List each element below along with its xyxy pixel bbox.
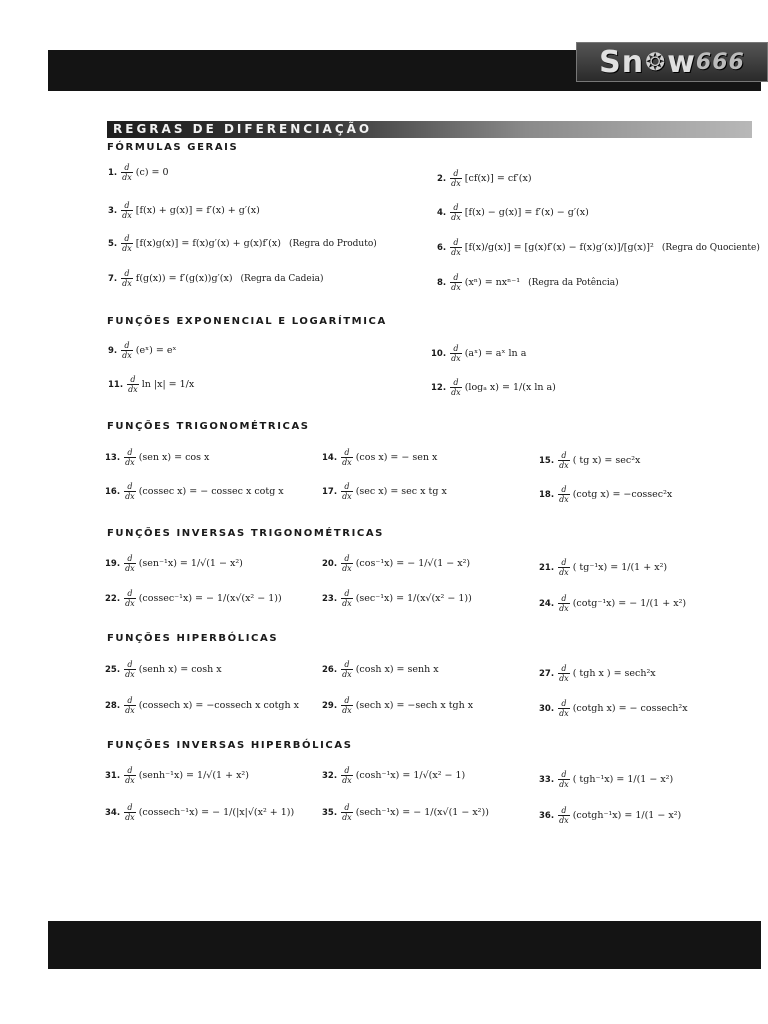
derivative-operator: $\frac{d}{dx}$: [122, 201, 132, 220]
formula-expression: (sen⁻¹x) = 1/√(1 − x²): [138, 558, 243, 569]
derivative-operator: $\frac{d}{dx}$: [451, 344, 461, 363]
derivative-operator: $\frac{d}{dx}$: [559, 770, 569, 789]
formula-number: 3.: [108, 205, 118, 216]
title-band: [107, 121, 752, 138]
formula-number: 22.: [105, 593, 121, 604]
formula-hip-4: [105, 696, 299, 715]
derivative-operator: $\frac{d}{dx}$: [451, 238, 461, 257]
derivative-operator: $\frac{d}{dx}$: [451, 273, 461, 292]
formula-expression: (sec x) = sec x tg x: [355, 486, 447, 497]
derivative-operator: $\frac{d}{dx}$: [559, 485, 569, 504]
formula-expression: (cotg⁻¹x) = − 1/(1 + x²): [572, 598, 687, 609]
derivative-operator: $\frac{d}{dx}$: [342, 589, 352, 608]
formula-expression: f(g(x)) = f′(g(x))g′(x): [135, 273, 233, 284]
formula-expression: (cotgh⁻¹x) = 1/(1 − x²): [572, 810, 682, 821]
derivative-operator: $\frac{d}{dx}$: [122, 234, 132, 253]
derivative-operator: $\frac{d}{dx}$: [125, 766, 135, 785]
formula-expression: (cotgh x) = − cossech²x: [572, 703, 688, 714]
derivative-operator: $\frac{d}{dx}$: [125, 448, 135, 467]
formula-note: (Regra da Potência): [528, 277, 619, 288]
formula-expression: (sen x) = cos x: [138, 452, 210, 463]
formula-gerais-6: [437, 238, 760, 257]
formula-hip-6: [539, 699, 688, 718]
derivative-operator: $\frac{d}{dx}$: [342, 554, 352, 573]
formula-gerais-5: [108, 234, 377, 253]
formula-expression: (sech⁻¹x) = − 1/(x√(1 − x²)): [355, 807, 489, 818]
formula-invtrig-3: [539, 558, 667, 577]
formula-gerais-2: [437, 169, 532, 188]
formula-number: 10.: [431, 348, 447, 359]
watermark-logo: Sn ❂ w 666: [576, 42, 768, 82]
formula-number: 5.: [108, 238, 118, 249]
formula-hip-3: [539, 664, 656, 683]
formula-number: 34.: [105, 807, 121, 818]
formula-trig-3: [539, 451, 640, 470]
formula-number: 36.: [539, 810, 555, 821]
formula-number: 25.: [105, 664, 121, 675]
section-title-trig: FUNÇÕES TRIGONOMÉTRICAS: [107, 421, 310, 432]
formula-number: 27.: [539, 668, 555, 679]
formula-expression: [f(x) − g(x)] = f′(x) − g′(x): [464, 207, 589, 218]
formula-expression: (cos x) = − sen x: [355, 452, 438, 463]
formula-number: 35.: [322, 807, 338, 818]
derivative-operator: $\frac{d}{dx}$: [559, 699, 569, 718]
formula-expression: (cosh⁻¹x) = 1/√(x² − 1): [355, 770, 466, 781]
formula-expression: (cossech x) = −cossech x cotgh x: [138, 700, 299, 711]
formula-expression: (c) = 0: [135, 167, 169, 178]
formula-expression: [f(x)g(x)] = f(x)g′(x) + g(x)f′(x): [135, 238, 281, 249]
formula-exp-4: [431, 378, 556, 397]
formula-expression: ln |x| = 1/x: [141, 379, 195, 390]
derivative-operator: $\frac{d}{dx}$: [122, 163, 132, 182]
derivative-operator: $\frac{d}{dx}$: [125, 696, 135, 715]
formula-number: 14.: [322, 452, 338, 463]
derivative-operator: $\frac{d}{dx}$: [125, 589, 135, 608]
formula-invhip-6: [539, 806, 681, 825]
derivative-operator: $\frac{d}{dx}$: [559, 451, 569, 470]
formula-trig-1: [105, 448, 209, 467]
formula-number: 7.: [108, 273, 118, 284]
formula-number: 13.: [105, 452, 121, 463]
formula-expression: (logₐ x) = 1/(x ln a): [464, 382, 556, 393]
formula-number: 17.: [322, 486, 338, 497]
formula-gerais-1: [108, 163, 169, 182]
formula-invtrig-6: [539, 594, 686, 613]
derivative-operator: $\frac{d}{dx}$: [342, 482, 352, 501]
formula-expression: ( tg x) = sec²x: [572, 455, 641, 466]
formula-expression: (cossech⁻¹x) = − 1/(|x|√(x² + 1)): [138, 807, 295, 818]
formula-number: 21.: [539, 562, 555, 573]
formula-expression: [f(x)/g(x)] = [g(x)f′(x) − f(x)g′(x)]/[g(x)]²: [464, 242, 654, 253]
formula-note: (Regra do Produto): [288, 238, 377, 249]
formula-trig-6: [539, 485, 672, 504]
derivative-operator: $\frac{d}{dx}$: [342, 448, 352, 467]
derivative-operator: $\frac{d}{dx}$: [451, 203, 461, 222]
bottom-black-bar: [48, 921, 761, 969]
formula-trig-5: [322, 482, 447, 501]
formula-expression: [f(x) + g(x)] = f′(x) + g′(x): [135, 205, 260, 216]
formula-note: (Regra da Cadeia): [240, 273, 324, 284]
formula-number: 8.: [437, 277, 447, 288]
derivative-operator: $\frac{d}{dx}$: [125, 660, 135, 679]
formula-hip-2: [322, 660, 439, 679]
section-title-invtrig: FUNÇÕES INVERSAS TRIGONOMÉTRICAS: [107, 528, 384, 539]
formula-expression: ( tg⁻¹x) = 1/(1 + x²): [572, 562, 668, 573]
formula-exp-2: [431, 344, 526, 363]
derivative-operator: $\frac{d}{dx}$: [342, 766, 352, 785]
formula-expression: (cossec⁻¹x) = − 1/(x√(x² − 1)): [138, 593, 282, 604]
formula-number: 31.: [105, 770, 121, 781]
formula-trig-4: [105, 482, 284, 501]
formula-gerais-7: [108, 269, 324, 288]
formula-expression: (xⁿ) = nxⁿ⁻¹: [464, 277, 521, 288]
formula-number: 33.: [539, 774, 555, 785]
formula-invhip-1: [105, 766, 249, 785]
formula-trig-2: [322, 448, 437, 467]
formula-expression: (senh x) = cosh x: [138, 664, 222, 675]
formula-gerais-8: [437, 273, 619, 292]
page-title: REGRAS DE DIFERENCIAÇÃO: [113, 122, 373, 136]
derivative-operator: $\frac{d}{dx}$: [559, 806, 569, 825]
formula-number: 12.: [431, 382, 447, 393]
formula-number: 29.: [322, 700, 338, 711]
formula-gerais-4: [437, 203, 589, 222]
formula-number: 24.: [539, 598, 555, 609]
formula-expression: (sech x) = −sech x tgh x: [355, 700, 474, 711]
formula-number: 15.: [539, 455, 555, 466]
formula-expression: (cotg x) = −cossec²x: [572, 489, 673, 500]
formula-exp-3: [108, 375, 194, 394]
derivative-operator: $\frac{d}{dx}$: [451, 378, 461, 397]
derivative-operator: $\frac{d}{dx}$: [125, 482, 135, 501]
formula-invhip-4: [105, 803, 294, 822]
derivative-operator: $\frac{d}{dx}$: [559, 558, 569, 577]
formula-invhip-2: [322, 766, 465, 785]
derivative-operator: $\frac{d}{dx}$: [342, 660, 352, 679]
formula-expression: (aˣ) = aˣ ln a: [464, 348, 527, 359]
derivative-operator: $\frac{d}{dx}$: [559, 594, 569, 613]
formula-invhip-5: [322, 803, 489, 822]
formula-expression: (sec⁻¹x) = 1/(x√(x² − 1)): [355, 593, 472, 604]
formula-invtrig-5: [322, 589, 472, 608]
formula-number: 20.: [322, 558, 338, 569]
formula-number: 6.: [437, 242, 447, 253]
formula-gerais-3: [108, 201, 260, 220]
section-title-invhip: FUNÇÕES INVERSAS HIPERBÓLICAS: [107, 740, 353, 751]
section-title-gerais: FÓRMULAS GERAIS: [107, 142, 239, 153]
formula-number: 32.: [322, 770, 338, 781]
derivative-operator: $\frac{d}{dx}$: [128, 375, 138, 394]
formula-expression: (cosh x) = senh x: [355, 664, 439, 675]
formula-note: (Regra do Quociente): [661, 242, 760, 253]
formula-invtrig-2: [322, 554, 470, 573]
section-title-hip: FUNÇÕES HIPERBÓLICAS: [107, 633, 279, 644]
formula-number: 11.: [108, 379, 124, 390]
formula-expression: [cf(x)] = cf′(x): [464, 173, 532, 184]
formula-expression: ( tgh⁻¹x) = 1/(1 − x²): [572, 774, 674, 785]
formula-hip-1: [105, 660, 222, 679]
derivative-operator: $\frac{d}{dx}$: [342, 696, 352, 715]
formula-number: 18.: [539, 489, 555, 500]
formula-number: 1.: [108, 167, 118, 178]
formula-number: 4.: [437, 207, 447, 218]
formula-expression: (cossec x) = − cossec x cotg x: [138, 486, 284, 497]
derivative-operator: $\frac{d}{dx}$: [125, 803, 135, 822]
formula-number: 19.: [105, 558, 121, 569]
section-title-exp: FUNÇÕES EXPONENCIAL E LOGARÍTMICA: [107, 316, 387, 327]
formula-invhip-3: [539, 770, 673, 789]
formula-number: 23.: [322, 593, 338, 604]
formula-expression: (senh⁻¹x) = 1/√(1 + x²): [138, 770, 249, 781]
derivative-operator: $\frac{d}{dx}$: [122, 341, 132, 360]
formula-number: 30.: [539, 703, 555, 714]
formula-exp-1: [108, 341, 177, 360]
formula-invtrig-4: [105, 589, 282, 608]
formula-expression: (cos⁻¹x) = − 1/√(1 − x²): [355, 558, 471, 569]
formula-number: 2.: [437, 173, 447, 184]
derivative-operator: $\frac{d}{dx}$: [342, 803, 352, 822]
formula-number: 26.: [322, 664, 338, 675]
formula-expression: (eˣ) = eˣ: [135, 345, 177, 356]
formula-number: 28.: [105, 700, 121, 711]
gear-icon: ❂: [645, 48, 667, 76]
derivative-operator: $\frac{d}{dx}$: [122, 269, 132, 288]
formula-expression: ( tgh x ) = sech²x: [572, 668, 656, 679]
formula-number: 16.: [105, 486, 121, 497]
derivative-operator: $\frac{d}{dx}$: [559, 664, 569, 683]
formula-hip-5: [322, 696, 473, 715]
formula-invtrig-1: [105, 554, 243, 573]
derivative-operator: $\frac{d}{dx}$: [125, 554, 135, 573]
formula-number: 9.: [108, 345, 118, 356]
derivative-operator: $\frac{d}{dx}$: [451, 169, 461, 188]
